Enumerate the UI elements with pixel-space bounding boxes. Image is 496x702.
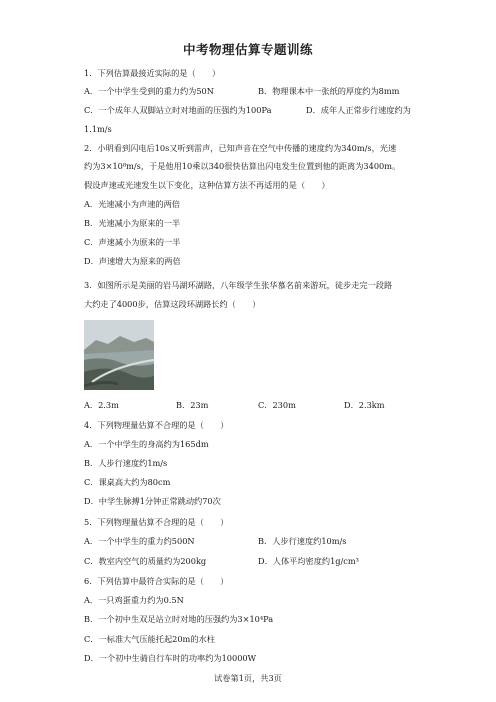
q6-stem: 6．下列估算中最符合实际的是（ ）: [84, 576, 229, 586]
q5-option-b: B．人步行速度约10m/s: [258, 536, 347, 546]
q4-option-c: C．课桌高大约为80cm: [84, 477, 171, 487]
q1-option-d: D．成年人正常步行速度约为: [306, 105, 411, 115]
page-footer: 试卷第1页，共3页: [214, 673, 282, 683]
q6-option-b: B．一个初中生双足站立时对地的压强约为3×10⁴Pa: [84, 614, 274, 624]
q2-stem-line2: 约为3×10⁸m/s，于是他用10乘以340很快估算出闪电发生位置到他的距离为3400m。: [84, 161, 401, 171]
q5-option-a: A．一个中学生的重力约500N: [84, 536, 195, 546]
q3-option-a: A．2.3m: [84, 400, 119, 410]
q1-option-b: B．物理课本中一张纸的厚度约为8mm: [258, 86, 400, 96]
q2-option-d: D．声速增大为原来的两倍: [84, 256, 181, 266]
q1-option-d-continued: 1.1m/s: [84, 124, 112, 134]
lake-road-photo: [84, 320, 154, 390]
q6-option-a: A．一只鸡蛋重力约为0.5N: [84, 595, 184, 605]
q5-option-d: D．人体平均密度约1g/cm³: [258, 556, 359, 566]
q5-stem: 5．下列物理量估算不合理的是（ ）: [84, 517, 229, 527]
q3-option-b: B．23m: [176, 400, 209, 410]
q5-option-c: C．教室内空气的质量约为200kg: [84, 556, 207, 566]
q3-stem-line2: 大约走了4000步，估算这段环湖路长约（ ）: [84, 299, 261, 309]
q2-option-c: C．声速减小为原来的一半: [84, 237, 181, 247]
q4-option-b: B．人步行速度约1m/s: [84, 458, 168, 468]
q3-stem-line1: 3．如图所示是美丽的岩马湖环湖路，八年级学生张华慕名前来游玩，徒步走完一段路: [84, 280, 393, 290]
page-title: 中考物理估算专题训练: [182, 42, 313, 57]
q1-option-a: A．一个中学生受到的重力约为50N: [84, 86, 214, 96]
q2-stem-line1: 2．小明看到闪电后10s又听到雷声，已知声音在空气中传播的速度约为340m/s，光速: [84, 143, 397, 153]
q4-option-a: A．一个中学生的身高约为165dm: [84, 439, 209, 449]
q3-option-d: D．2.3km: [344, 400, 385, 410]
q3-option-c: C．230m: [258, 400, 296, 410]
q1-option-c: C．一个成年人双脚站立时对地面的压强约为100Pa: [84, 105, 272, 115]
lake-road-photo-image: [84, 320, 154, 390]
q2-option-a: A．光速减小为声速的两倍: [84, 199, 180, 209]
q1-stem: 1．下列估算最接近实际的是（ ）: [84, 68, 221, 78]
q2-stem-line3: 假设声速或光速发生以下变化，这种估算方法不再适用的是（ ）: [84, 180, 330, 190]
q4-stem: 4．下列物理量估算不合理的是（ ）: [84, 420, 229, 430]
q6-option-d: D．一个初中生骑自行车时的功率约为10000W: [84, 653, 257, 663]
q4-option-d: D．中学生脉搏1分钟正常跳动约70次: [84, 496, 221, 506]
q2-option-b: B．光速减小为原来的一半: [84, 218, 181, 228]
q6-option-c: C．一标准大气压能托起20m的水柱: [84, 634, 215, 644]
